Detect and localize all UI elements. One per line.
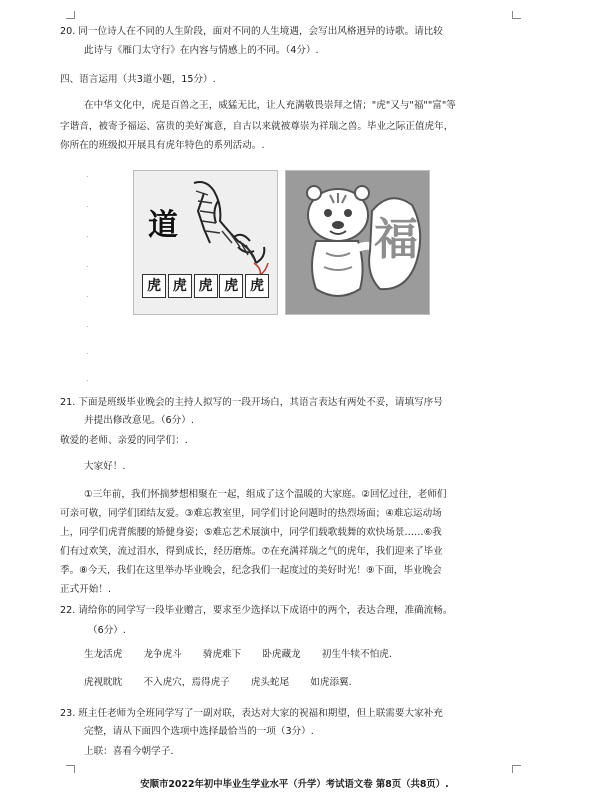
crop-mark-br [512,765,513,773]
q23-line-1: 23. 班主任老师为全班同学写了一副对联，表达对大家的祝福和期望，但上联需要大家补充 [60,708,443,719]
blank-mark: . [86,170,89,179]
crop-mark-tr-h [512,18,521,19]
blank-mark: . [86,320,89,329]
idiom: 如虎添翼. [310,677,352,688]
q22-line-2: （6分）. [88,625,126,636]
fu-glyph: 福 [374,214,418,265]
intro-line-1: 在中华文化中，虎是百兽之王，威猛无比，让人充满敬畏崇拜之情；"虎"又与"福""富"等 [84,100,456,111]
crop-mark-tl-h [66,18,75,19]
blank-mark: . [86,200,89,209]
seal-row [142,274,269,300]
q21-line-2: 并提出修改意见。（6分）. [84,415,194,426]
seal-stamp: 虎 [245,274,269,298]
speech-line-3: 上，同学们虎背熊腰的矫健身姿；⑤难忘艺术展演中，同学们载歌载舞的欢快场景……⑥我 [60,527,442,538]
idiom: 初生牛犊不怕虎. [321,649,392,660]
speech-line-1: ①三年前，我们怀揣梦想相聚在一起，组成了这个温暖的大家庭。②回忆过往，老师们 [84,489,447,500]
idiom-row-1 [84,648,410,661]
q20-line-2: 此诗与《雁门太守行》在内容与情感上的不同。（4分）. [84,45,319,56]
calligraphy-glyph: 道 [148,208,178,243]
idiom: 生龙活虎 [84,649,123,660]
cartoon-tiger-fu-image [285,170,430,315]
greeting: 敬爱的老师、亲爱的同学们：. [60,435,188,446]
idiom: 虎头蛇尾 [250,677,290,688]
crop-mark-bl-h [66,765,75,766]
q22-line-1: 22. 请给你的同学写一段毕业赠言，要求至少选择以下成语中的两个，表达合理，准确流畅。 [60,605,453,616]
blank-mark: . [86,290,89,299]
seal-stamp: 虎 [168,274,192,298]
section-4-heading: 四、语言运用（共3道小题，15分）. [60,74,216,85]
idiom: 骑虎难下 [202,649,242,660]
q21-line-1: 21. 下面是班级毕业晚会的主持人拟写的一段开场白，其语言表达有两处不妥，请填写序号 [60,397,443,408]
blank-mark: . [86,260,89,269]
tiger-calligraphy-image [133,170,278,315]
idiom-row-2 [84,676,370,689]
page-footer: 安顺市2022年初中毕业生学业水平（升学）考试语文卷 第8页（共8页）. [140,779,449,790]
crop-mark-bl [74,765,75,773]
seal-stamp: 虎 [194,274,218,298]
q23-line-3: 上联：喜看今朝学子. [84,746,174,757]
seal-stamp: 虎 [219,274,243,298]
blank-mark: . [86,347,89,356]
blank-mark: . [86,374,89,383]
idiom: 龙争虎斗 [143,649,182,660]
blank-mark: . [86,230,89,239]
idiom: 不入虎穴，焉得虎子 [143,677,230,688]
q23-line-2: 完整，请从下面四个选项中选择最恰当的一项（3分）. [84,726,314,737]
idiom: 虎视眈眈 [84,677,123,688]
speech-line-6: 正式开始！. [60,584,112,595]
speech-line-4: 们有过欢笑，流过泪水，得到成长，经历磨炼。⑦在充满祥瑞之气的虎年，我们迎来了毕业 [60,546,443,557]
hello: 大家好！. [84,461,126,472]
idiom: 卧虎藏龙 [262,649,301,660]
crop-mark-br-h [512,765,521,766]
speech-line-5: 季。⑧今天，我们在这里举办毕业晚会，纪念我们一起度过的美好时光！⑨下面，毕业晚会 [60,565,442,576]
speech-line-2: 可亲可敬，同学们团结友爱。③难忘教室里，同学们讨论问题时的热烈场面；④难忘运动场 [60,508,442,519]
intro-line-3: 你所在的班级拟开展具有虎年特色的系列活动。. [60,140,265,151]
q20-line-1: 20. 同一位诗人在不同的人生阶段，面对不同的人生境遇，会写出风格迥异的诗歌。请比较 [60,26,443,37]
intro-line-2: 字谐音，被寄予福运、富贵的美好寓意，自古以来就被尊崇为祥瑞之兽。毕业之际正值虎年， [60,121,454,132]
seal-stamp: 虎 [142,274,166,298]
